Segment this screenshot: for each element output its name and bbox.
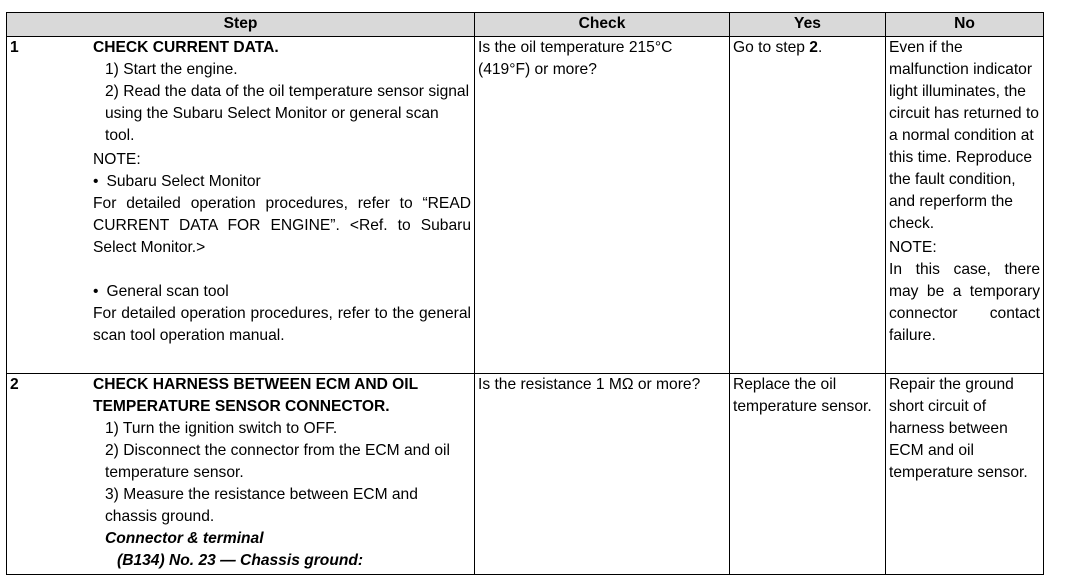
step-cell bbox=[7, 37, 475, 374]
check-question: Is the oil temperature 215°C (419°F) or more? bbox=[478, 39, 673, 78]
diagnostic-table bbox=[6, 12, 1044, 575]
check-cell bbox=[475, 37, 730, 374]
no-cell bbox=[886, 374, 1044, 575]
note-paragraph: In this case, there may be a temporary connector contact failure. bbox=[889, 261, 1040, 344]
header-no: No bbox=[886, 13, 1044, 37]
step-instruction: 1) Turn the ignition switch to OFF. bbox=[105, 420, 338, 437]
step-title: CHECK CURRENT DATA. bbox=[93, 39, 279, 56]
connector-value: (B134) No. 23 — Chassis ground: bbox=[117, 552, 364, 569]
yes-cell bbox=[730, 37, 886, 374]
note-bullet: • General scan tool bbox=[93, 281, 471, 303]
header-yes: Yes bbox=[730, 13, 886, 37]
yes-action: Replace the oil temperature sensor. bbox=[733, 376, 872, 415]
header-check: Check bbox=[475, 13, 730, 37]
step-title: CHECK HARNESS BETWEEN ECM AND OIL TEMPERATURE SENSOR CONNECTOR. bbox=[93, 376, 418, 415]
step-number: 2 bbox=[10, 376, 19, 393]
yes-action: Go to step 2. bbox=[733, 39, 823, 56]
no-cell bbox=[886, 37, 1044, 374]
note-label: NOTE: bbox=[93, 151, 141, 168]
note-bullet: • Subaru Select Monitor bbox=[93, 171, 471, 193]
note-paragraph: For detailed operation procedures, refer to “READ CURRENT DATA FOR ENGINE”. <Ref. to Subaru Select Monitor.> bbox=[93, 195, 471, 256]
yes-cell bbox=[730, 374, 886, 575]
table-row bbox=[7, 374, 1044, 575]
header-row bbox=[7, 13, 1044, 37]
note-label: NOTE: bbox=[889, 239, 937, 256]
no-action: Even if the malfunction indicator light illuminates, the circuit has returned to a normal condition at this time. Reproduce the fault condition, and reperform the check. bbox=[889, 39, 1039, 232]
header-step: Step bbox=[7, 13, 475, 37]
step-cell bbox=[7, 374, 475, 575]
step-instruction: 2) Read the data of the oil temperature sensor signal using the Subaru Select Monitor or general scan tool. bbox=[105, 83, 470, 144]
note-paragraph: For detailed operation procedures, refer to the general scan tool operation manual. bbox=[93, 305, 471, 344]
connector-label: Connector & terminal bbox=[105, 530, 264, 547]
check-question: Is the resistance 1 MΩ or more? bbox=[478, 376, 701, 393]
step-number: 1 bbox=[10, 39, 19, 56]
no-action: Repair the ground short circuit of harness between ECM and oil temperature sensor. bbox=[889, 376, 1028, 481]
step-instruction: 3) Measure the resistance between ECM and chassis ground. bbox=[105, 486, 418, 525]
check-cell bbox=[475, 374, 730, 575]
table-row bbox=[7, 37, 1044, 374]
step-link: 2 bbox=[809, 39, 818, 56]
step-instruction: 1) Start the engine. bbox=[105, 61, 238, 78]
step-instruction: 2) Disconnect the connector from the ECM and oil temperature sensor. bbox=[105, 442, 450, 481]
